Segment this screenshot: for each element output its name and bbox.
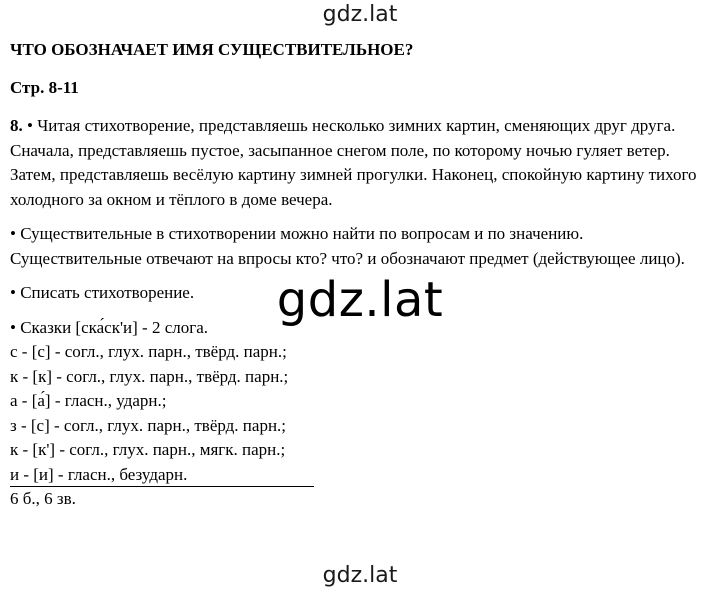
phonetic-analysis-header: • Сказки [ска́ск'и] - 2 слога. — [10, 317, 208, 337]
phonetic-analysis — [10, 316, 710, 512]
exercise-paragraph-1 — [10, 114, 710, 212]
watermark-middle: gdz.lat — [276, 272, 444, 328]
phonetic-line: с - [с] - согл., глух. парн., твёрд. парн.; — [10, 342, 287, 361]
page-range: Стр. 8-11 — [10, 78, 79, 97]
phonetic-line: з - [с] - согл., глух. парн., твёрд. парн.; — [10, 415, 287, 435]
exercise-paragraph-3: • Списать стихотворение. — [10, 283, 195, 302]
watermark-top: gdz.lat — [322, 2, 398, 27]
exercise-paragraph-2: • Существительные в стихотворении можно найти по вопросам и по значению. Существительные отвечают на впросы кто? что? и обозначают предмет (действующее лицо). — [10, 224, 685, 268]
phonetic-line: а - [а́] - гласн., ударн.; — [10, 391, 167, 410]
phonetic-line: к - [к'] - согл., глух. парн., мягк. парн.; — [10, 440, 286, 459]
exercise-number: 8. — [10, 116, 23, 135]
phonetic-line: к - [к] - согл., глух. парн., твёрд. парн.; — [10, 366, 289, 386]
phonetic-summary: 6 б., 6 зв. — [10, 488, 76, 508]
phonetic-line-last: и - [и] - гласн., безударн. — [10, 463, 314, 487]
exercise-paragraph-1-text: • Читая стихотворение, представляешь несколько зимних картин, сменяющих друг друга. Сначала, представляешь пустое, засыпанное снегом поле, по которому ночью гуляет ветер. Затем, представляешь весёлую картину зимней прогулки. Наконец, спокойную картину тихого холодного за окном и тёплого в доме вечера. — [10, 116, 697, 209]
watermark-bottom: gdz.lat — [322, 563, 398, 588]
section-title: ЧТО ОБОЗНАЧАЕТ ИМЯ СУЩЕСТВИТЕЛЬНОЕ? — [10, 40, 414, 59]
